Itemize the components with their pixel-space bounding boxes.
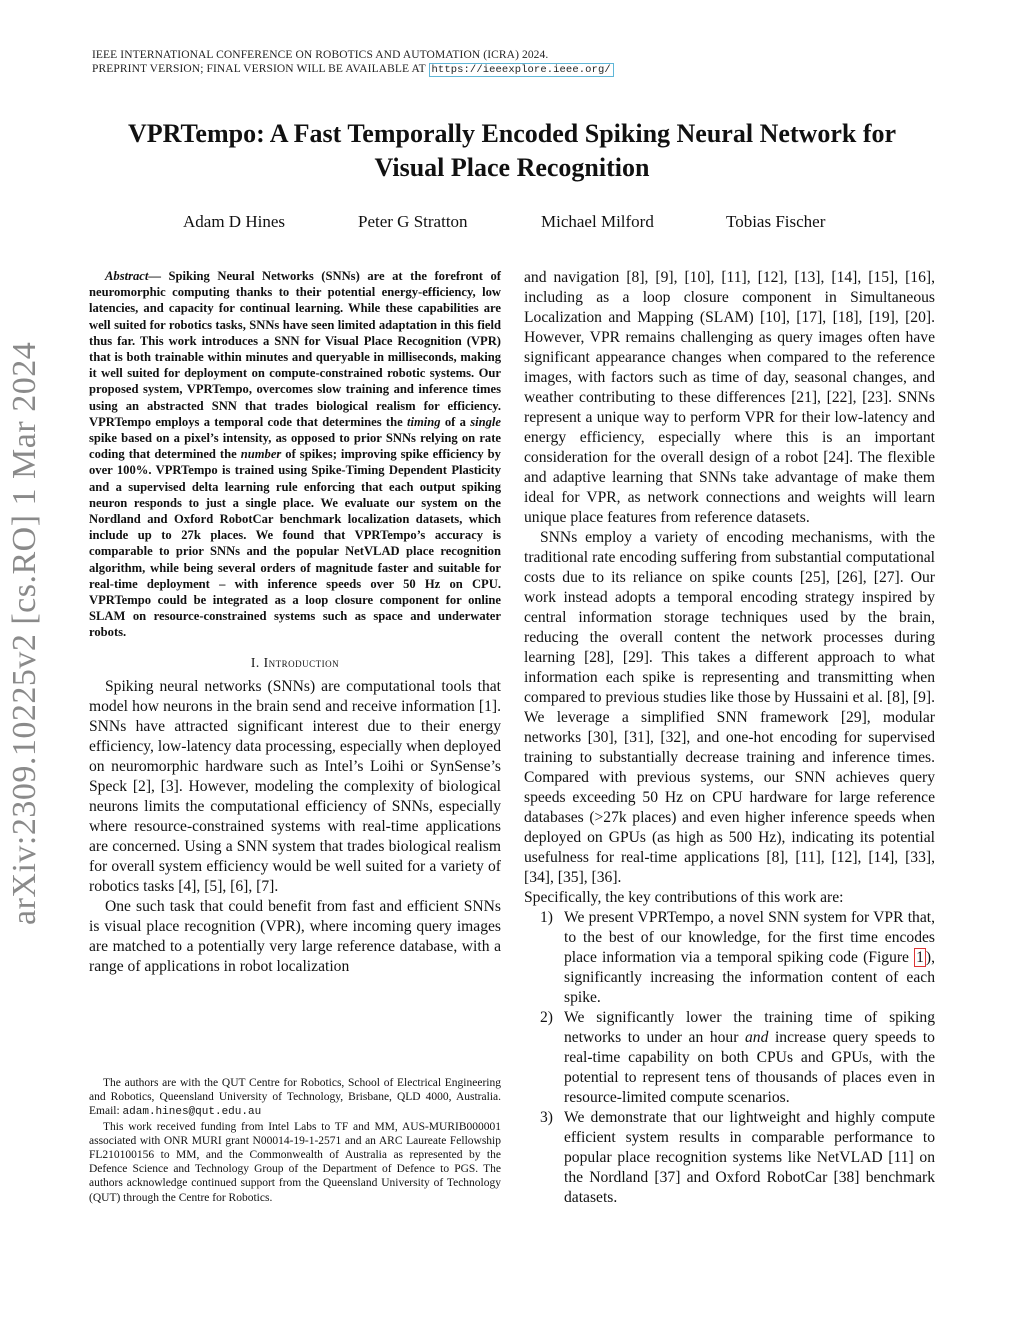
author-name: Adam D Hines (183, 212, 285, 231)
right-paragraph-1: and navigation [8], [9], [10], [11], [12], [13], [14], [15], [16], including as a loop closure component in Simultaneous Localization and Mapping (SLAM) [10], [17], [18], [19], [20]. However, VPR remains challenging as query images often have significant appearance changes when compared to the reference images, with factors such as time of day, seasonal changes, and weather contributing to these differences [21], [22], [23]. SNNs represent a unique way to perform VPR for their low-latency and energy efficiency, especially where this is an important consideration for the overall design of a robot [24]. The flexible and adaptive learning that SNNs take advantage of make them ideal for VPR, as network connections and weights will learn unique place features from reference datasets. (524, 269, 935, 526)
list-text: ), significantly increasing the information content of each spike. (564, 949, 935, 1006)
list-item (524, 1108, 935, 1208)
intro-paragraph-1: Spiking neural networks (SNNs) are computational tools that model how neurons in the brain send and receive information [1]. SNNs have attracted significant interest due to their energy efficiency, low-latency data processing, especially when deployed on neuromorphic hardware such as Intel’s Loihi or SynSense’s Speck [2], [3]. However, modeling the complexity of biological neurons limits the computational efficiency of SNNs, especially where resource-constrained systems with real-time applications are concerned. Using a SNN system that trades biological realism for overall system efficiency would be well suited for a variety of robotics tasks [4], [5], [6], [7]. (89, 677, 501, 895)
contributions-list (524, 908, 935, 1208)
list-item (524, 1008, 935, 1108)
section-numeral: I. (250, 654, 260, 670)
header-line-2-text: PREPRINT VERSION; FINAL VERSION WILL BE AVAILABLE AT (92, 63, 426, 75)
author-name: Peter G Stratton (358, 212, 468, 231)
header-line-2 (92, 62, 614, 77)
figure-ref-link[interactable]: 1 (916, 949, 924, 966)
list-number: 3) (540, 1109, 553, 1126)
section-title: Introduction (263, 654, 340, 670)
section-heading-introduction (89, 655, 501, 671)
header-line-1: IEEE INTERNATIONAL CONFERENCE ON ROBOTICS AND AUTOMATION (ICRA) 2024. (92, 49, 549, 61)
email-link[interactable]: adam.hines@qut.edu.au (122, 1106, 262, 1119)
arxiv-stamp: arXiv:2309.10225v2 [cs.RO] 1 Mar 2024 (6, 341, 43, 925)
paper-title (70, 117, 954, 185)
abstract (89, 268, 501, 641)
conference-header (92, 48, 614, 77)
right-paragraph-2: SNNs employ a variety of encoding mechanisms, with the traditional rate encoding suffering from substantial computational costs due to its reliance on spike counts [25], [26], [27]. Our work instead adopts a temporal encoding strategy inspired by central information storage techniques used by the brain, reducing the overall content the network processes during learning [28], [29]. This takes a different approach to what information each spike is representing and transmitting when compared to previous studies like those by Hussaini et al. [8], [9]. We leverage a simplified SNN framework [29], modular networks [30], [31], [32], and one-hot encoding for supervised training to substantially decrease training and inference times. Compared with previous systems, our SNN achieves query speeds exceeding 50 Hz on CPU hardware for large reference databases (>27k places) and even higher inference speeds when deployed on GPUs (as high as 500 Hz), indicating its potential usefulness for real-time applications [8], [11], [12], [14], [33], [34], [35], [36]. (524, 529, 935, 886)
footnotes (89, 1076, 501, 1205)
abstract-label: Abstract (105, 269, 149, 283)
author-name: Tobias Fischer (726, 212, 826, 231)
list-number: 1) (540, 909, 553, 926)
abstract-emphasis: single (470, 414, 501, 429)
intro-paragraph-2: One such task that could benefit from fast and efficient SNNs is visual place recognition (VPR), where incoming query images are matched to a potentially very large reference database, with a range of applications in robot localization (89, 897, 501, 975)
abstract-emphasis: timing (407, 414, 441, 429)
left-column (89, 268, 501, 977)
abstract-text: of spikes; improving spike efficiency by over 100%. VPRTempo is trained using Spike-Timing Dependent Plasticity and a supervised delta learning rule enforcing that each output spiking neuron responds to just a single place. We evaluate our system on the Nordland and Oxford RobotCar benchmark localization datasets, which include up to 27k places. We found that VPRTempo’s accuracy is comparable to prior SNNs and the popular NetVLAD place recognition algorithm, while being several orders of magnitude faster and suitable for real-time deployment – with inference speeds over 50 Hz on CPU. VPRTempo could be integrated as a loop closure component for online SLAM on resource-constrained systems such as space and underwater robots. (89, 447, 501, 640)
list-number: 2) (540, 1009, 553, 1026)
list-emphasis: and (745, 1029, 769, 1046)
list-text: We demonstrate that our lightweight and highly compute efficient system results in comparable performance to popular place recognition systems like NetVLAD [11] on the Nordland [37] and Oxford RobotCar [38] benchmark datasets. (564, 1109, 935, 1206)
footnote-funding: This work received funding from Intel Labs to TF and MM, AUS-MURIB000001 associated with ONR MURI grant N00014-19-1-2571 and an ARC Laureate Fellowship FL210100156 to MM, and the Commonwealth of Australia as represented by the Defence Science and Technology Group of the Department of Defence to PGS. The authors acknowledge continued support from the Queensland University of Technology (QUT) through the Centre for Robotics. (89, 1120, 501, 1204)
list-item (524, 908, 935, 1008)
title-line-1: VPRTempo: A Fast Temporally Encoded Spiking Neural Network for (127, 119, 897, 148)
abstract-emphasis: number (240, 447, 282, 462)
title-line-2: Visual Place Recognition (374, 153, 650, 182)
abstract-text: of a (440, 414, 471, 429)
list-text: increase query speeds to real-time capability on both CPUs and GPUs, with the potential to represent tens of thousands of places even in resource-limited compute scenarios. (564, 1029, 935, 1106)
list-text: We present VPRTempo, a novel SNN system for VPR that, to the best of our knowledge, for the first time encodes place information via a temporal spiking code (Figure (564, 909, 935, 966)
abstract-text: — Spiking Neural Networks (SNNs) are at the forefront of neuromorphic computing thanks to their potential energy-efficiency, low latencies, and capacity for continual learning. While these capabilities are well suited for robotics tasks, SNNs have seen limited adaptation in this field thus far. This work introduces a SNN for Visual Place Recognition (VPR) that is both trainable within minutes and queryable in milliseconds, making it well suited for deployment on compute-constrained robotic systems. Our proposed system, VPRTempo, overcomes slow training and inference times using an abstracted SNN that trades biological realism for efficiency. VPRTempo employs a temporal code that determines the (89, 269, 501, 429)
abstract-text: spike based on a pixel’s intensity, as opposed to prior SNNs relying on rate coding that determined the (89, 431, 501, 462)
contributions-intro: Specifically, the key contributions of this work are: (524, 889, 844, 906)
ieeexplore-link[interactable]: https://ieeexplore.ieee.org/ (429, 63, 614, 77)
author-name: Michael Milford (541, 212, 654, 231)
list-text: We significantly lower the training time of spiking networks to under an hour (564, 1009, 935, 1046)
footnote-affiliation-text: The authors are with the QUT Centre for Robotics, School of Electrical Engineering and Robotics, Queensland University of Technology, Brisbane, QLD 4000, Australia. Email: (89, 1077, 501, 1118)
right-column (524, 268, 935, 1208)
footnote-affiliation (89, 1076, 501, 1120)
